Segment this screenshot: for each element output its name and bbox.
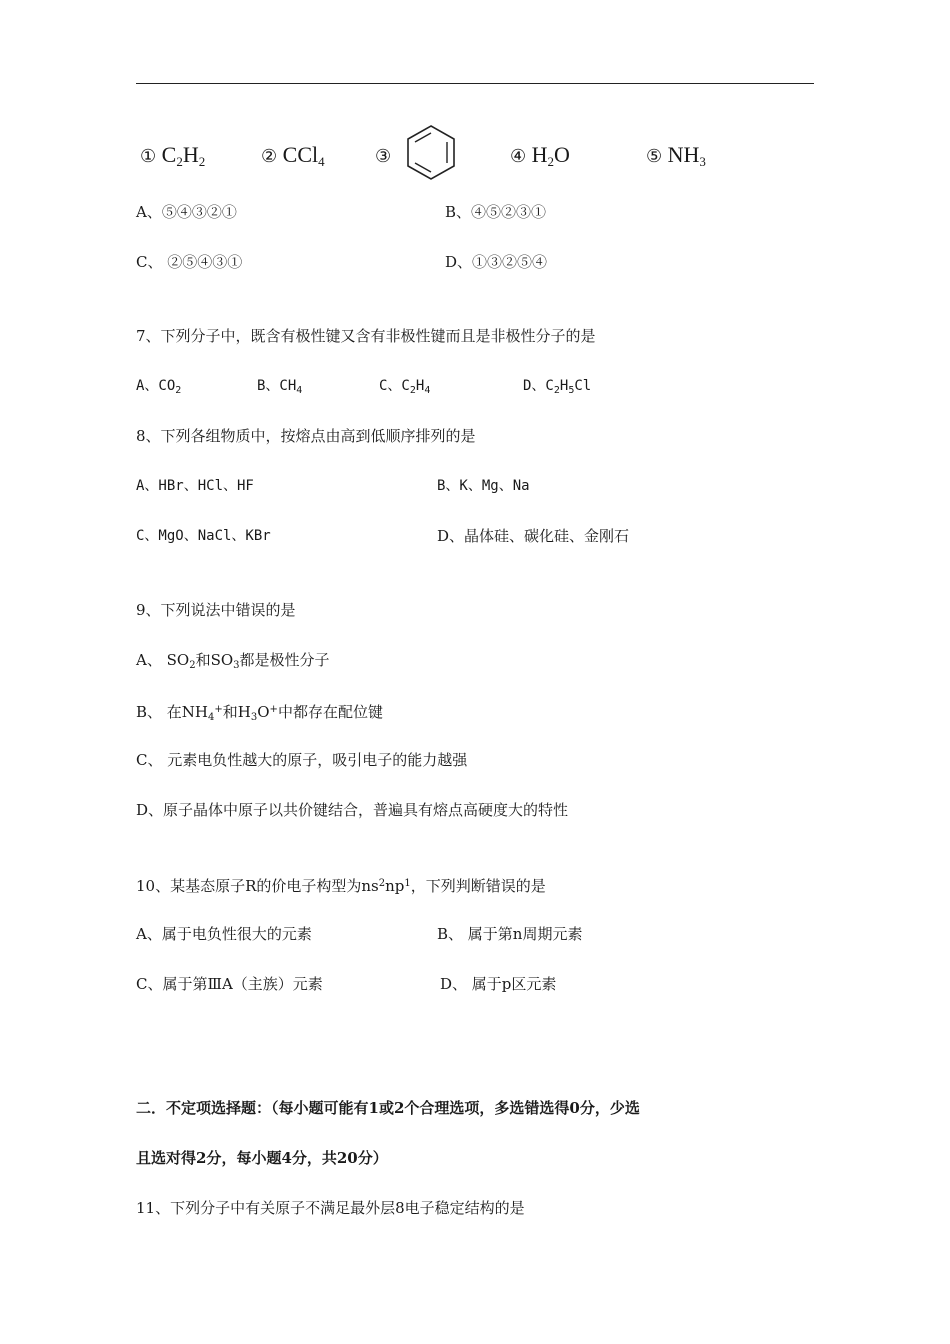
q9-stem: 9、下列说法中错误的是 bbox=[136, 601, 296, 619]
header-rule bbox=[136, 83, 814, 84]
section2-heading-line2: 且选对得2分，每小题4分，共20分） bbox=[136, 1149, 388, 1167]
section2-heading-line1: 二．不定项选择题：（每小题可能有1或2个合理选项，多选错选得0分，少选 bbox=[136, 1099, 640, 1117]
benzene-ring-icon bbox=[404, 122, 458, 184]
q10-option-d: D、 属于p区元素 bbox=[440, 975, 557, 993]
q8-option-d: D、晶体硅、碳化硅、金刚石 bbox=[437, 527, 630, 545]
q10-option-c: C、属于第ⅢA（主族）元素 bbox=[136, 975, 323, 993]
q7-stem: 7、下列分子中，既含有极性键又含有非极性键而且是非极性分子的是 bbox=[136, 327, 596, 345]
q7-option-a: A、$CO_2$ bbox=[136, 378, 182, 396]
q6-option-a: A、⑤④③②① bbox=[136, 203, 237, 221]
formula-ccl4: ② CCl$_4$ bbox=[261, 142, 325, 169]
q10-option-b: B、 属于第n周期元素 bbox=[437, 925, 583, 943]
q9-option-a: A、 $SO_2$和$SO_3$都是极性分子 bbox=[136, 651, 330, 671]
q9-option-b: B、 在$NH_4^+$和$H_3O^+$中都存在配位键 bbox=[136, 703, 383, 723]
formula-c2h2: ① $C_2H_2$ bbox=[140, 142, 206, 169]
q10-option-a: A、属于电负性很大的元素 bbox=[136, 925, 312, 943]
q6-option-d: D、①③②⑤④ bbox=[445, 253, 548, 271]
q8-option-a: A、HBr、HCl、HF bbox=[136, 478, 254, 494]
formula-h2o: ④ $H_2O$ bbox=[510, 142, 570, 169]
q11-stem: 11、下列分子中有关原子不满足最外层8电子稳定结构的是 bbox=[136, 1199, 525, 1217]
q8-option-b: B、K、Mg、Na bbox=[437, 478, 530, 494]
q8-stem: 8、下列各组物质中，按熔点由高到低顺序排列的是 bbox=[136, 427, 476, 445]
formula-benzene-label: ③ bbox=[375, 146, 392, 166]
q6-option-c: C、 ②⑤④③① bbox=[136, 253, 243, 271]
q7-option-c: C、$C_2H_4$ bbox=[379, 378, 431, 396]
q10-stem: 10、某基态原子R的价电子构型为$ns^2np^1$，下列判断错误的是 bbox=[136, 877, 546, 895]
q7-option-d: D、$C_2H_5Cl$ bbox=[523, 378, 592, 396]
q9-option-d: D、原子晶体中原子以共价键结合，普遍具有熔点高硬度大的特性 bbox=[136, 801, 569, 819]
q7-option-b: B、$CH_4$ bbox=[257, 378, 303, 396]
formula-nh3: ⑤ $NH_3$ bbox=[646, 142, 706, 169]
q8-option-c: C、MgO、NaCl、KBr bbox=[136, 528, 271, 544]
q9-option-c: C、 元素电负性越大的原子，吸引电子的能力越强 bbox=[136, 751, 468, 769]
q6-option-b: B、④⑤②③① bbox=[445, 203, 547, 221]
